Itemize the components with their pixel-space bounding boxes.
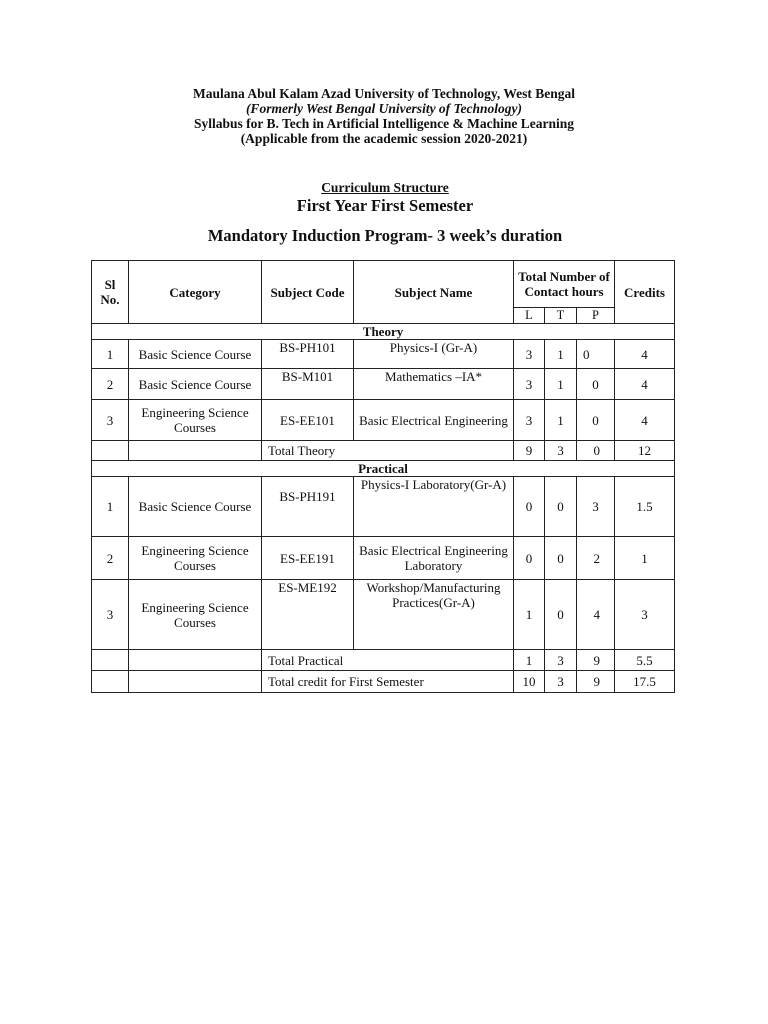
theory-section-row	[92, 324, 675, 340]
row-p: 0	[577, 369, 615, 400]
row-l: 0	[514, 477, 545, 537]
document-header	[0, 86, 768, 146]
row-l: 3	[514, 369, 545, 400]
row-sl: 1	[92, 340, 129, 369]
practical-total-l: 1	[514, 650, 545, 671]
row-code: BS-PH191	[262, 477, 354, 537]
row-sl: 3	[92, 400, 129, 441]
row-code: ES-EE101	[262, 400, 354, 441]
table-row	[92, 369, 675, 400]
l-header: L	[514, 308, 545, 324]
row-p: 0	[577, 340, 615, 369]
row-p: 0	[577, 400, 615, 441]
theory-total-label: Total Theory	[262, 441, 514, 461]
row-code: ES-EE191	[262, 537, 354, 580]
row-credits: 4	[615, 369, 675, 400]
header-row	[92, 261, 675, 308]
row-category: Engineering Science Courses	[129, 580, 262, 650]
row-code: BS-M101	[262, 369, 354, 400]
row-category: Basic Science Course	[129, 477, 262, 537]
semester-total-l: 10	[514, 671, 545, 693]
row-sl: 2	[92, 537, 129, 580]
credits-header: Credits	[615, 261, 675, 324]
row-t: 1	[545, 340, 577, 369]
theory-label: Theory	[92, 324, 675, 340]
induction-title: Mandatory Induction Program- 3 week’s duration	[207, 226, 563, 245]
row-category: Engineering Science Courses	[129, 537, 262, 580]
practical-total-row	[92, 650, 675, 671]
table-row	[92, 340, 675, 369]
row-category: Basic Science Course	[129, 369, 262, 400]
practical-total-p: 9	[577, 650, 615, 671]
row-credits: 4	[615, 340, 675, 369]
row-subject: Basic Electrical Engineering	[354, 400, 514, 441]
row-t: 0	[545, 477, 577, 537]
curriculum-title: Curriculum Structure	[321, 180, 449, 195]
syllabus-title: Syllabus for B. Tech in Artificial Intelligence & Machine Learning	[193, 116, 574, 131]
row-category: Basic Science Course	[129, 340, 262, 369]
row-code: ES-ME192	[262, 580, 354, 650]
row-credits: 3	[615, 580, 675, 650]
row-subject: Workshop/Manufacturing Practices(Gr-A)	[354, 580, 514, 650]
row-l: 0	[514, 537, 545, 580]
row-l: 1	[514, 580, 545, 650]
theory-total-l: 9	[514, 441, 545, 461]
applicable-session: (Applicable from the academic session 2020-2021)	[240, 131, 528, 146]
row-t: 0	[545, 537, 577, 580]
sl-header: Sl No.	[92, 261, 129, 324]
row-sl: 1	[92, 477, 129, 537]
row-credits: 1.5	[615, 477, 675, 537]
curriculum-table	[91, 260, 675, 693]
practical-total-label: Total Practical	[262, 650, 514, 671]
semester-total-t: 3	[545, 671, 577, 693]
semester-total-row	[92, 671, 675, 693]
row-p: 4	[577, 580, 615, 650]
university-name: Maulana Abul Kalam Azad University of Technology, West Bengal	[193, 86, 575, 101]
theory-total-credits: 12	[615, 441, 675, 461]
practical-total-t: 3	[545, 650, 577, 671]
row-code: BS-PH101	[262, 340, 354, 369]
subject-name-header: Subject Name	[354, 261, 514, 324]
row-sl: 2	[92, 369, 129, 400]
table-row	[92, 537, 675, 580]
contact-hours-header: Total Number of Contact hours	[514, 261, 615, 308]
row-credits: 4	[615, 400, 675, 441]
table-row	[92, 477, 675, 537]
theory-total-t: 3	[545, 441, 577, 461]
t-header: T	[545, 308, 577, 324]
category-header: Category	[129, 261, 262, 324]
row-subject: Mathematics –IA*	[354, 369, 514, 400]
table-row	[92, 400, 675, 441]
row-sl: 3	[92, 580, 129, 650]
row-p: 2	[577, 537, 615, 580]
semester-total-credits: 17.5	[615, 671, 675, 693]
row-subject: Basic Electrical Engineering Laboratory	[354, 537, 514, 580]
row-subject: Physics-I Laboratory(Gr-A)	[354, 477, 514, 537]
semester-total-label: Total credit for First Semester	[262, 671, 514, 693]
row-credits: 1	[615, 537, 675, 580]
row-l: 3	[514, 400, 545, 441]
row-subject: Physics-I (Gr-A)	[354, 340, 514, 369]
row-t: 0	[545, 580, 577, 650]
former-name: (Formerly West Bengal University of Technology)	[245, 101, 523, 116]
row-l: 3	[514, 340, 545, 369]
row-category: Engineering Science Courses	[129, 400, 262, 441]
row-t: 1	[545, 369, 577, 400]
row-t: 1	[545, 400, 577, 441]
theory-total-p: 0	[577, 441, 615, 461]
semester-title: First Year First Semester	[296, 196, 474, 215]
subject-code-header: Subject Code	[262, 261, 354, 324]
practical-label: Practical	[92, 461, 675, 477]
table-row	[92, 580, 675, 650]
p-header: P	[577, 308, 615, 324]
row-p: 3	[577, 477, 615, 537]
semester-total-p: 9	[577, 671, 615, 693]
theory-total-row	[92, 441, 675, 461]
practical-section-row	[92, 461, 675, 477]
practical-total-credits: 5.5	[615, 650, 675, 671]
